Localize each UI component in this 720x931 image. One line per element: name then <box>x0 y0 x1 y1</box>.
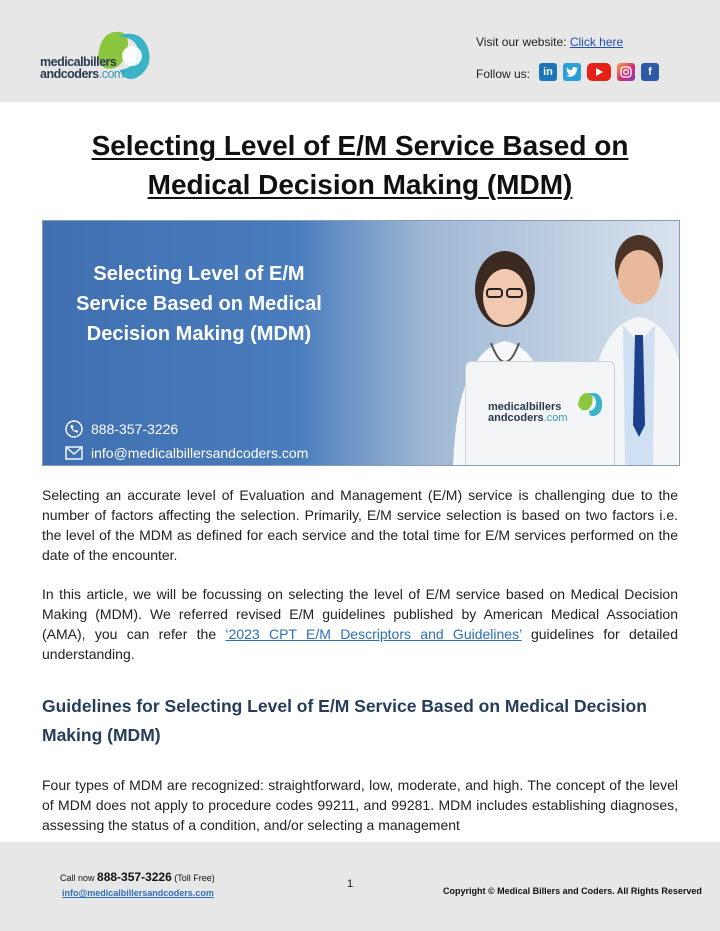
cpt-guidelines-link[interactable]: ‘2023 CPT E/M Descriptors and Guidelines’ <box>225 626 522 642</box>
company-logo[interactable] <box>40 28 155 86</box>
footer-call <box>60 870 215 884</box>
visit-website <box>476 35 623 49</box>
banner-phone-row <box>65 417 308 441</box>
twitter-icon[interactable] <box>563 63 581 81</box>
youtube-icon[interactable] <box>587 63 611 81</box>
visit-label: Visit our website: <box>476 35 567 49</box>
section-heading: Guidelines for Selecting Level of E/M Service Based on Medical Decision Making (MDM) <box>42 696 647 745</box>
mail-icon <box>65 444 83 462</box>
logo-text: medicalbillers andcoders.com <box>40 55 124 81</box>
follow-label: Follow us: <box>476 67 531 81</box>
p2-text-before: In this article, we will be focussing on selecting the level of E/M service based on Medical Decision Making (MDM). We referred revised E/M guidelines published by American Medical Association (AMA), you can refer the <box>42 586 678 642</box>
laptop-illustration <box>465 361 615 466</box>
laptop-logo-mark-icon <box>574 390 604 420</box>
social-links <box>539 63 659 81</box>
banner-contact <box>65 417 308 465</box>
article-paragraph <box>42 584 678 664</box>
call-prefix: Call now <box>60 873 95 883</box>
intro-paragraph: Selecting an accurate level of Evaluation and Management (E/M) service is challenging due to the number of factors affecting the selection. Primarily, E/M service selection is based on two factors i.e. the level of the MDM as defined for each service and the total time for E/M services performed on the date of the encounter. <box>42 487 678 563</box>
phone-icon <box>65 420 83 438</box>
hero-banner <box>42 220 680 466</box>
instagram-icon[interactable] <box>617 63 635 81</box>
linkedin-icon[interactable]: in <box>539 63 557 81</box>
website-link[interactable]: Click here <box>569 35 624 49</box>
banner-phone: 888-357-3226 <box>91 421 179 437</box>
copyright-text: Copyright © Medical Billers and Coders. All Rights Reserved <box>443 886 702 896</box>
footer-email-link[interactable]: info@medicalbillersandcoders.com <box>62 888 214 898</box>
banner-email: info@medicalbillersandcoders.com <box>91 445 309 461</box>
facebook-icon[interactable]: f <box>641 63 659 81</box>
banner-heading: Selecting Level of E/M Service Based on Medical Decision Making (MDM) <box>76 263 322 345</box>
banner-email-row <box>65 441 308 465</box>
p2-text-after: guidelines for detailed understanding. <box>42 626 678 662</box>
laptop-logo-text: medicalbillers andcoders.com <box>488 401 568 424</box>
mdm-paragraph: Four types of MDM are recognized: straightforward, low, moderate, and high. The concept of the level of MDM does not apply to procedure codes 99211, and 99281. MDM includes establishing diagnoses, assessing the status of a condition, and/or selecting a management <box>42 777 678 833</box>
page-footer <box>0 842 720 931</box>
page-number: 1 <box>347 878 354 890</box>
call-suffix: (Toll Free) <box>174 873 215 883</box>
footer-phone: 888-357-3226 <box>97 870 172 884</box>
page-title: Selecting Level of E/M Service Based on Medical Decision Making (MDM) <box>91 130 629 200</box>
page-header <box>0 0 720 102</box>
